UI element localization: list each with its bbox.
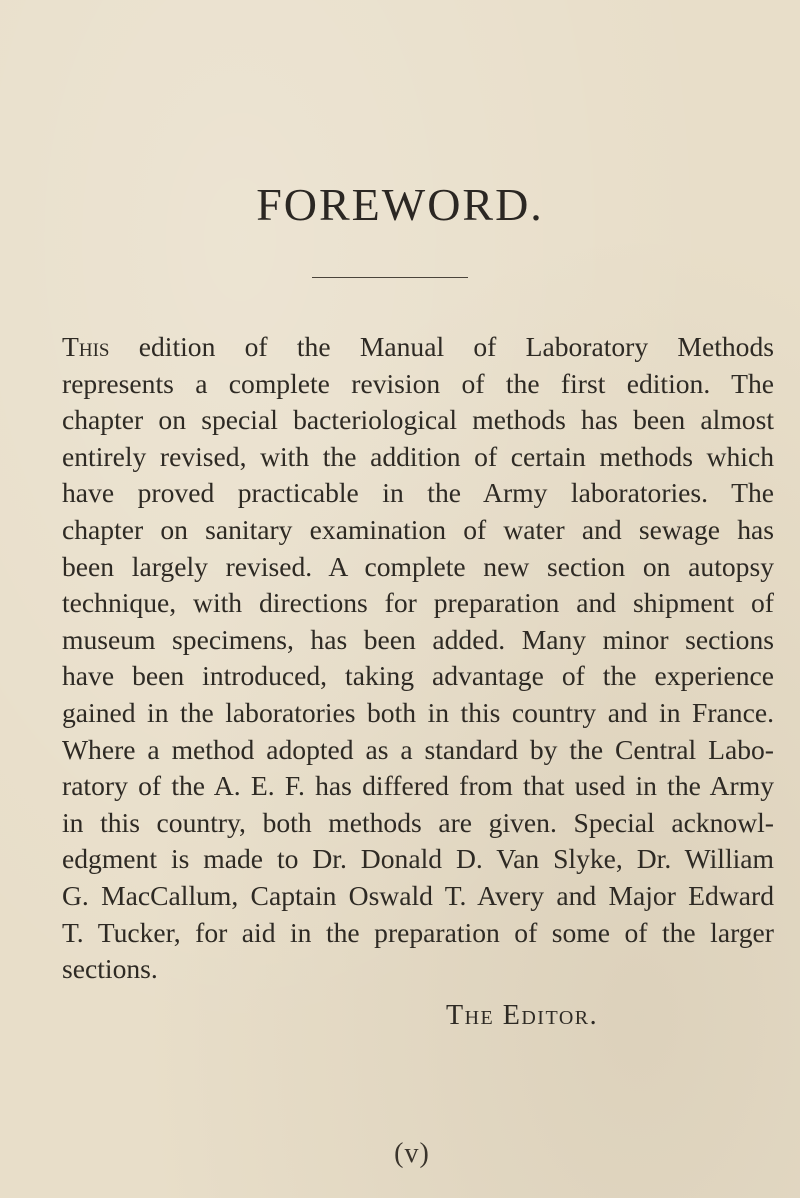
- foreword-paragraph: [62, 329, 774, 988]
- paragraph-line-text: edition of the Manual of Laboratory Methods: [109, 331, 774, 362]
- title-rule-divider: [312, 277, 468, 278]
- paragraph-line: been largely revised. A complete new section on autopsy: [62, 550, 774, 582]
- paragraph-line: represents a complete revision of the first edition. The: [62, 367, 774, 399]
- paragraph-line: have proved practicable in the Army laboratories. The: [62, 477, 774, 509]
- editor-signature: The Editor.: [446, 1000, 599, 1031]
- paragraph-line: museum specimens, has been added. Many minor sections: [62, 623, 774, 655]
- paragraph-line: gained in the laboratories both in this country and in France.: [62, 696, 774, 728]
- page-title: FOREWORD.: [256, 179, 544, 230]
- first-word-small-caps: This: [62, 331, 110, 362]
- paragraph-line: sections.: [62, 953, 158, 985]
- page-number: [0, 1138, 800, 1170]
- paragraph-line: ratory of the A. E. F. has differed from that used in the Army: [62, 770, 774, 802]
- paragraph-line: T. Tucker, for aid in the preparation of some of the larger: [62, 916, 774, 948]
- paragraph-line: chapter on special bacteriological methods has been almost: [62, 404, 774, 436]
- paragraph-line: [62, 329, 774, 366]
- paragraph-line: technique, with directions for preparation and shipment of: [62, 587, 774, 619]
- paragraph-line: in this country, both methods are given. Special acknowl-: [62, 806, 774, 838]
- paragraph-line: Where a method adopted as a standard by the Central Labo-: [62, 733, 774, 765]
- page-number-text: (v): [394, 1138, 430, 1169]
- paragraph-line: G. MacCallum, Captain Oswald T. Avery and Major Edward: [62, 879, 774, 911]
- paragraph-line: have been introduced, taking advantage of the experience: [62, 660, 774, 692]
- paragraph-line: edgment is made to Dr. Donald D. Van Slyke, Dr. William: [62, 843, 774, 875]
- paragraph-line: entirely revised, with the addition of certain methods which: [62, 440, 774, 472]
- paragraph-line: chapter on sanitary examination of water and sewage has: [62, 513, 774, 545]
